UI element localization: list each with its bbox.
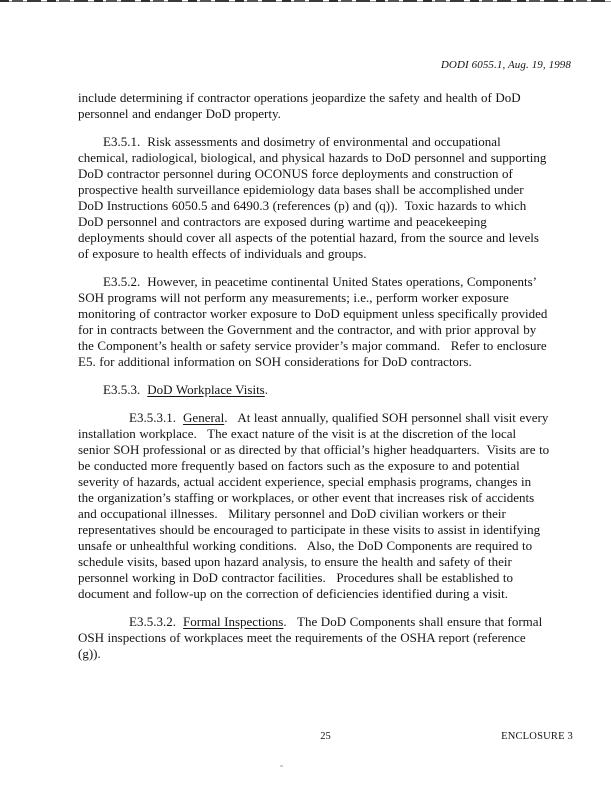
paragraph-text: E3.5.2. However, in peacetime continental United States operations, Components’ SOH programs will not perform any measurements; i.e., perform worker exposure monitoring of contractor worker exposure to DoD equipment unless specifically provided for in contracts between the Government and the contractor, and with prior approval by the Component’s health or safety service provider’s major command. Refer to enclosure E5. for additional information on SOH considerations for DoD contractors. [78, 274, 551, 369]
paragraph [78, 614, 550, 662]
paragraph [78, 274, 550, 370]
paragraph-text: . The DoD Components shall ensure that formal OSH inspections of workplaces meet the requirements of the OSHA report (reference (g)). [78, 614, 546, 661]
paragraph [78, 90, 550, 122]
paragraph [78, 134, 550, 262]
page-number: 25 [320, 731, 331, 742]
enclosure-label: ENCLOSURE 3 [501, 731, 573, 742]
document-header [0, 0, 611, 72]
paragraph-text: . At least annually, qualified SOH personnel shall visit every installation workplace. The exact nature of the visit is at the discretion of the local senior SOH professional or as directed by that official’s higher headquarters. Visits are to be conducted more frequently based on factors such as the exposure to and potential severity of hazards, actual accident experience, special emphasis programs, changes in the organization’s staffing or workplaces, or other event that increases risk of accidents and occupational illnesses. Military personnel and DoD civilian workers or their representatives should be encouraged to participate in these visits to assist in identifying unsafe or unhealthful working conditions. Also, the DoD Components are required to schedule visits, based upon hazard analysis, to ensure the health and safety of their personnel working in DoD contractor facilities. Procedures shall be established to document and follow-up on the correction of deficiencies identified during a visit. [78, 410, 553, 601]
underlined-heading: Formal Inspections [183, 614, 284, 629]
paragraph-text: E3.5.3.2. [129, 614, 184, 629]
doc-reference: DODI 6055.1, Aug. 19, 1998 [440, 59, 571, 71]
paragraph-text: E3.5.3.1. [129, 410, 184, 425]
paragraph-text: E3.5.3. [103, 382, 148, 397]
scan-artifact-line [0, 0, 611, 3]
paragraph-text: E3.5.1. Risk assessments and dosimetry of environmental and occupational chemical, radiological, biological, and physical hazards to DoD personnel and supporting DoD contractor personnel during OCONUS force deployments and construction of prospective health surveillance epidemiology data bases shall be accomplished under DoD Instructions 6050.5 and 6490.3 (references (p) and (q)). Toxic hazards to which DoD personnel and contractors are exposed during wartime and peacekeeping deployments should cover all aspects of the potential hazard, from the source and levels of exposure to health effects of individuals and groups. [78, 134, 550, 261]
scan-speck [280, 765, 283, 767]
underlined-heading: DoD Workplace Visits [147, 382, 265, 397]
underlined-heading: General [183, 410, 225, 425]
document-paragraphs [78, 90, 553, 662]
document-footer [78, 731, 573, 745]
paragraph [78, 382, 550, 398]
paragraph-text: . [264, 382, 268, 397]
paragraph [78, 410, 553, 602]
paragraph-text: include determining if contractor operations jeopardize the safety and health of DoD personnel and endanger DoD property. [78, 90, 525, 121]
document-body [78, 90, 553, 662]
